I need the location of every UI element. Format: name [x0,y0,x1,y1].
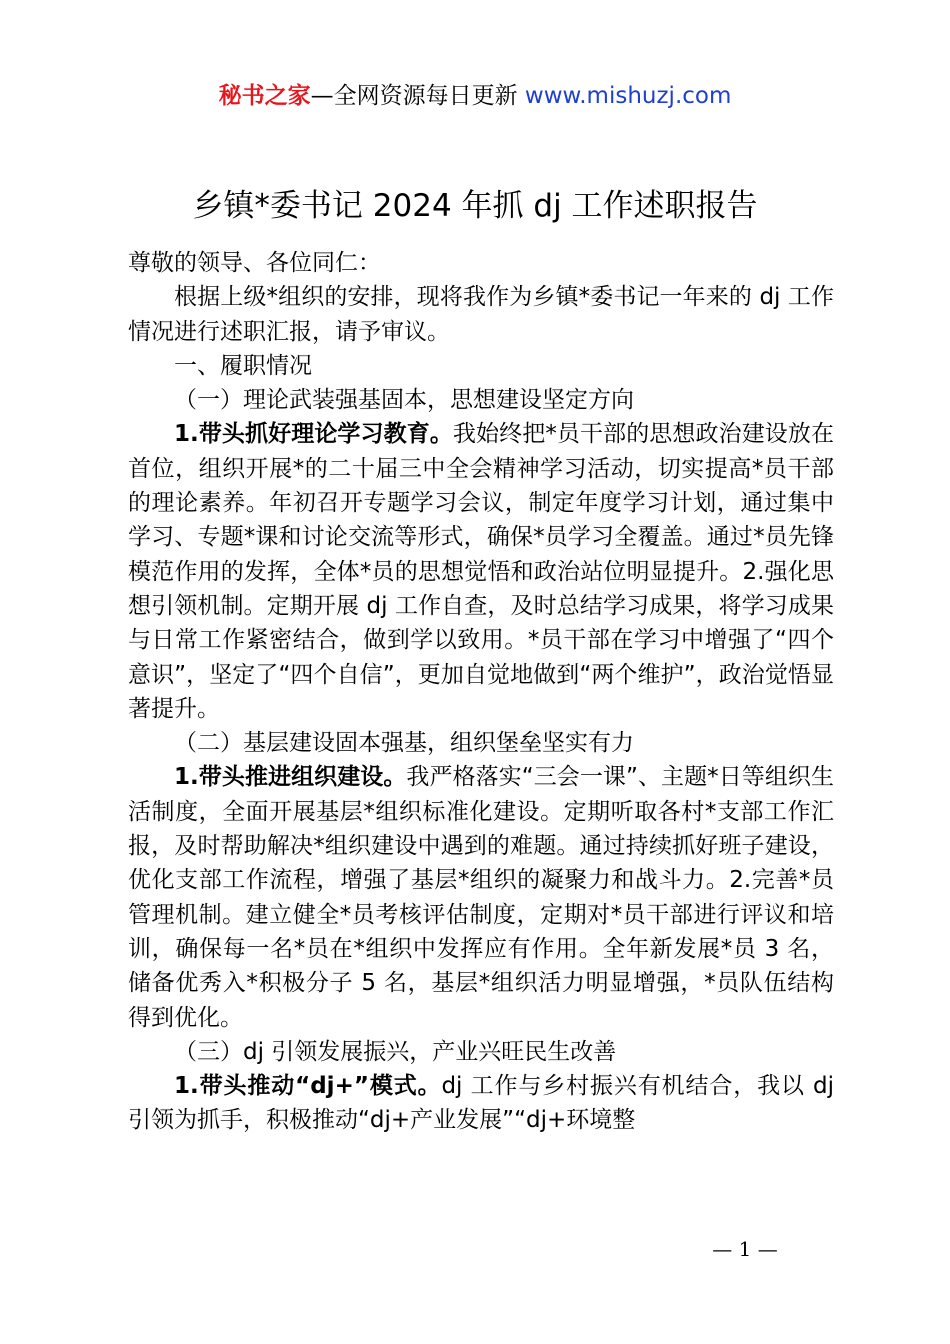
site-url[interactable]: www.mishuzj.com [524,83,732,109]
salutation: 尊敬的领导、各位同仁： [128,250,381,276]
paragraph-3-lead: 1.带头推动“dj+”模式。 [174,1073,442,1100]
paragraph-1 [128,417,834,726]
header-slogan: —全网资源每日更新 [310,83,518,109]
paragraph-3 [128,1069,834,1138]
paragraph-2-lead: 1.带头推进组织建设。 [174,764,407,791]
paragraph-3-text: dj 工作与乡村振兴有机结合，我以 dj 引领为抓手，积极推动“dj+产业发展”“dj+环境整 [128,1073,835,1134]
section-heading: 一、履职情况 [174,352,312,379]
intro-paragraph: 根据上级*组织的安排，现将我作为乡镇*委书记一年来的 dj 工作情况进行述职汇报，请予审议。 [128,284,834,345]
paragraph-1-text: 我始终把*员干部的思想政治建设放在首位，组织开展*的二十届三中全会精神学习活动，切实提高*员干部的理论素养。年初召开专题学习会议，制定年度学习计划，通过集中学习、专题*课和讨论交流等形式，确保*员学习全覆盖。通过*员先锋模范作用的发挥，全体*员的思想觉悟和政治站位明显提升。2.强化思想引领机制。定期开展 dj 工作自查，及时总结学习成果，将学习成果与日常工作紧密结合，做到学以致用。*员干部在学习中增强了“四个意识”，坚定了“四个自信”，更加自觉地做到“两个维护”，政治觉悟显著提升。 [128,421,834,722]
page-number: — 1 — [712,1237,778,1261]
paragraph-1-lead: 1.带头抓好理论学习教育。 [174,421,453,448]
subsection-heading-1: （一）理论武装强基固本，思想建设坚定方向 [174,387,634,414]
document-body [128,246,834,1138]
paragraph-2 [128,760,834,1034]
paragraph-2-text: 我严格落实“三会一课”、主题*日等组织生活制度，全面开展基层*组织标准化建设。定期听取各村*支部工作汇报，及时帮助解决*组织建设中遇到的难题。通过持续抓好班子建设，优化支部工作流程，增强了基层*组织的凝聚力和战斗力。2.完善*员管理机制。建立健全*员考核评估制度，定期对*员干部进行评议和培训，确保每一名*员在*组织中发挥应有作用。全年新发展*员 3 名，储备优秀入*积极分子 5 名，基层*组织活力明显增强，*员队伍结构得到优化。 [128,764,834,1031]
brand-name: 秘书之家 [218,83,311,109]
subsection-heading-3: （三）dj 引领发展振兴，产业兴旺民生改善 [174,1038,617,1065]
subsection-heading-2: （二）基层建设固本强基，组织堡垒坚实有力 [174,730,634,757]
site-header [0,80,950,112]
document-title: 乡镇*委书记 2024 年抓 dj 工作述职报告 [192,188,758,224]
